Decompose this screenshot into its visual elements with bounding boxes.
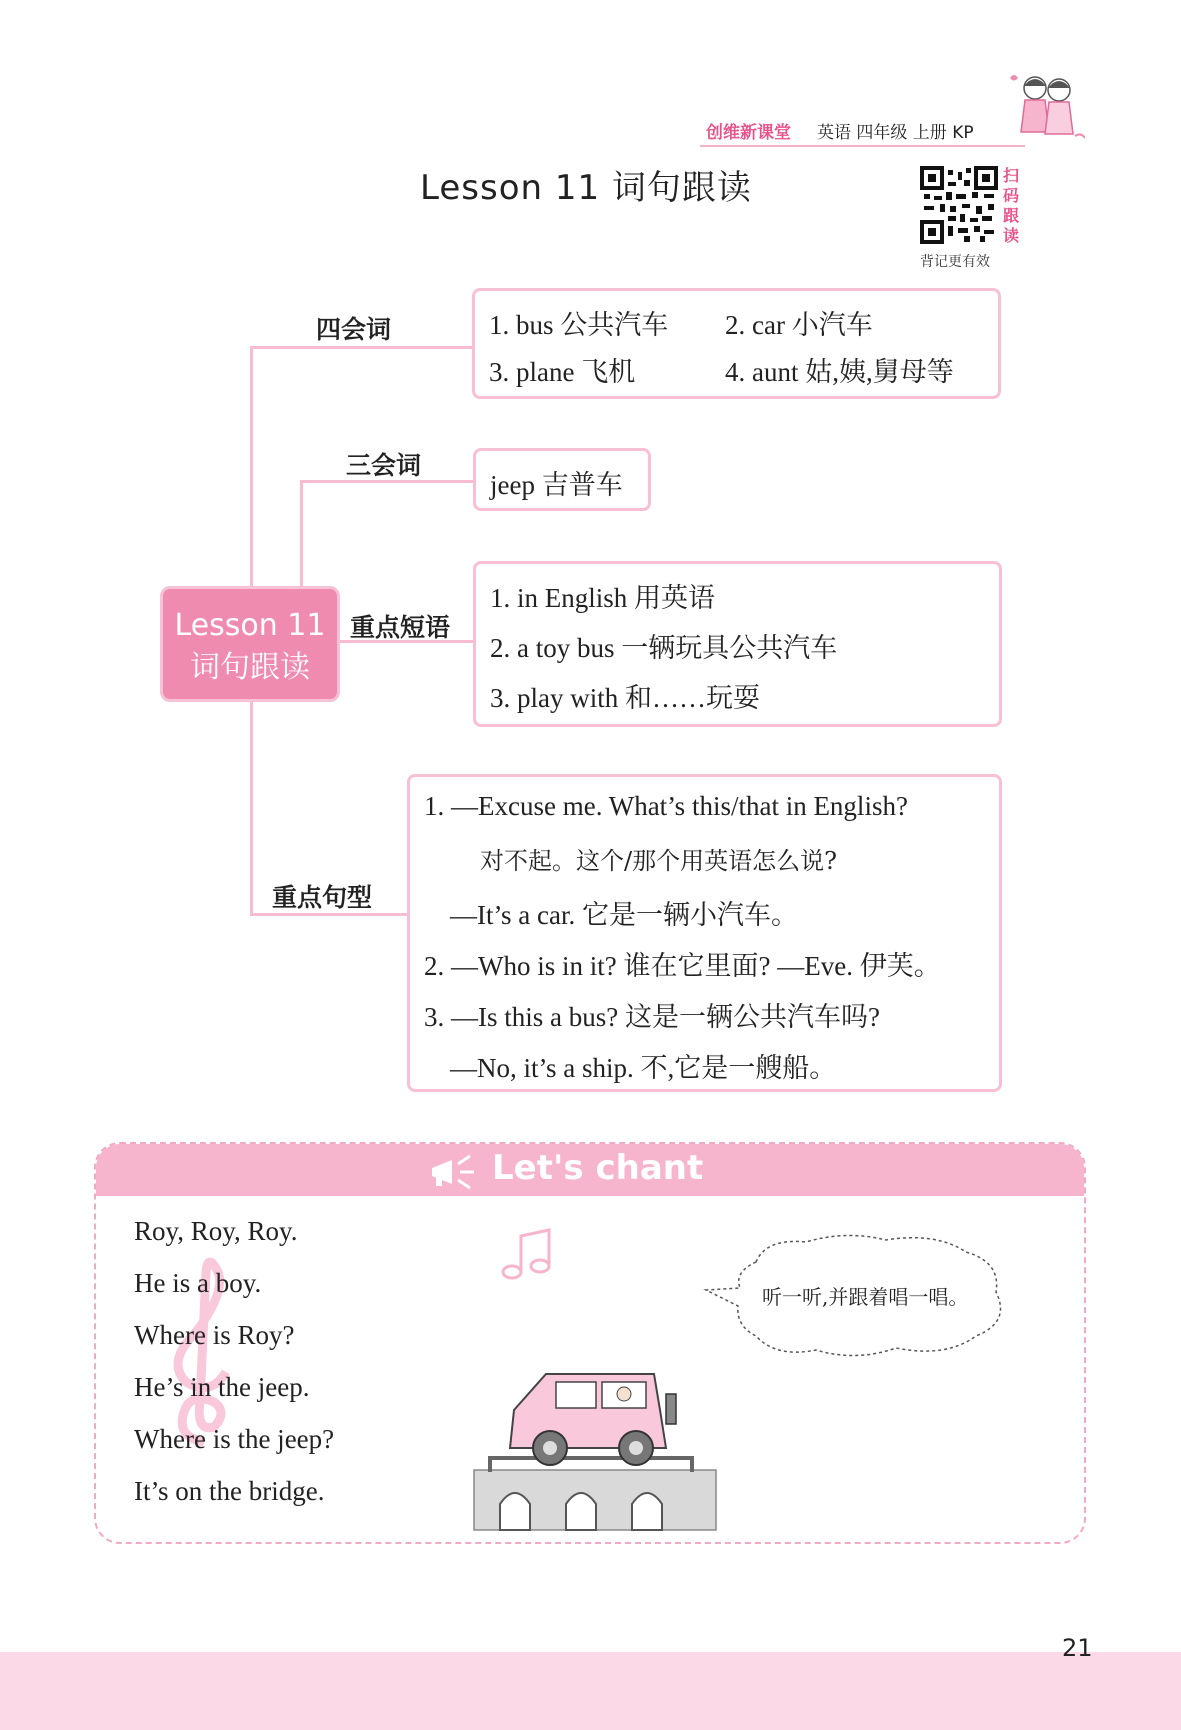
connector-trunk-bottom	[250, 702, 253, 916]
four-skill-item: 1. bus 公共汽车	[489, 310, 669, 340]
kids-illustration	[1005, 70, 1085, 150]
qr-caption: 背记更有效	[920, 254, 990, 270]
sentence-line: 2. —Who is in it? 谁在它里面? —Eve. 伊芙。	[424, 951, 941, 981]
phrase-item: 1. in English 用英语	[490, 583, 716, 613]
qr-side-char: 扫	[1003, 166, 1020, 185]
connector-three-skill-v	[300, 480, 303, 586]
mindmap-center-node	[160, 586, 340, 702]
bridge-illustration	[474, 1456, 716, 1530]
phrases-label: 重点短语	[350, 613, 451, 642]
phrases-box	[473, 561, 1002, 727]
four-skill-item: 3. plane 飞机	[489, 357, 636, 387]
qr-side-char: 读	[1003, 226, 1020, 245]
qr-code-icon[interactable]	[920, 166, 998, 244]
four-skill-label: 四会词	[316, 315, 392, 344]
qr-side-char: 码	[1003, 186, 1020, 205]
qr-side-char: 跟	[1003, 206, 1020, 225]
three-skill-item: jeep 吉普车	[490, 470, 623, 500]
three-skill-box	[473, 448, 651, 511]
page-title: Lesson 11 词句跟读	[420, 168, 752, 208]
music-note-icon	[498, 1224, 558, 1284]
jeep-on-bridge-illustration	[470, 1344, 720, 1534]
lyric-line: Where is Roy?	[134, 1320, 295, 1350]
phrase-item: 3. play with 和……玩耍	[490, 683, 760, 713]
center-node-line1: Lesson 11	[174, 608, 326, 643]
lyric-line: It’s on the bridge.	[134, 1476, 325, 1506]
megaphone-icon	[426, 1152, 486, 1192]
sentences-label: 重点句型	[272, 883, 373, 912]
lyric-line: He is a boy.	[134, 1268, 262, 1298]
chant-header	[96, 1144, 1084, 1196]
sentence-line: —No, it’s a ship. 不,它是一艘船。	[450, 1053, 837, 1083]
three-skill-label: 三会词	[346, 451, 422, 480]
lyric-line: Roy, Roy, Roy.	[134, 1216, 298, 1246]
jeep-illustration	[510, 1374, 676, 1465]
four-skill-box	[472, 288, 1001, 399]
connector-four-skill	[250, 346, 474, 349]
center-node-line2: 词句跟读	[190, 650, 310, 685]
brand-name: 创维新课堂	[706, 123, 791, 143]
speech-bubble-text: 听一听,并跟着唱一唱。	[762, 1285, 969, 1309]
four-skill-item: 2. car 小汽车	[725, 310, 873, 340]
sentence-line: 1. —Excuse me. What’s this/that in English?	[424, 791, 908, 821]
phrase-item: 2. a toy bus 一辆玩具公共汽车	[490, 633, 838, 663]
four-skill-item: 4. aunt 姑,姨,舅母等	[725, 357, 954, 387]
qr-side-label	[1003, 166, 1025, 246]
lyric-line: Where is the jeep?	[134, 1424, 335, 1454]
connector-trunk-top	[250, 346, 253, 586]
chant-panel	[94, 1142, 1086, 1544]
chant-title: Let's chant	[492, 1148, 704, 1188]
sentence-line: 对不起。这个/那个用英语怎么说?	[480, 847, 837, 875]
sentence-line: —It’s a car. 它是一辆小汽车。	[450, 900, 798, 930]
header-underline	[700, 145, 1025, 147]
sentence-line: 3. —Is this a bus? 这是一辆公共汽车吗?	[424, 1002, 880, 1032]
footer-band	[0, 1652, 1181, 1730]
sentences-box	[407, 774, 1002, 1092]
lyric-line: He’s in the jeep.	[134, 1372, 310, 1402]
book-meta: 英语 四年级 上册 KP	[817, 123, 974, 143]
page-number: 21	[1062, 1634, 1093, 1662]
